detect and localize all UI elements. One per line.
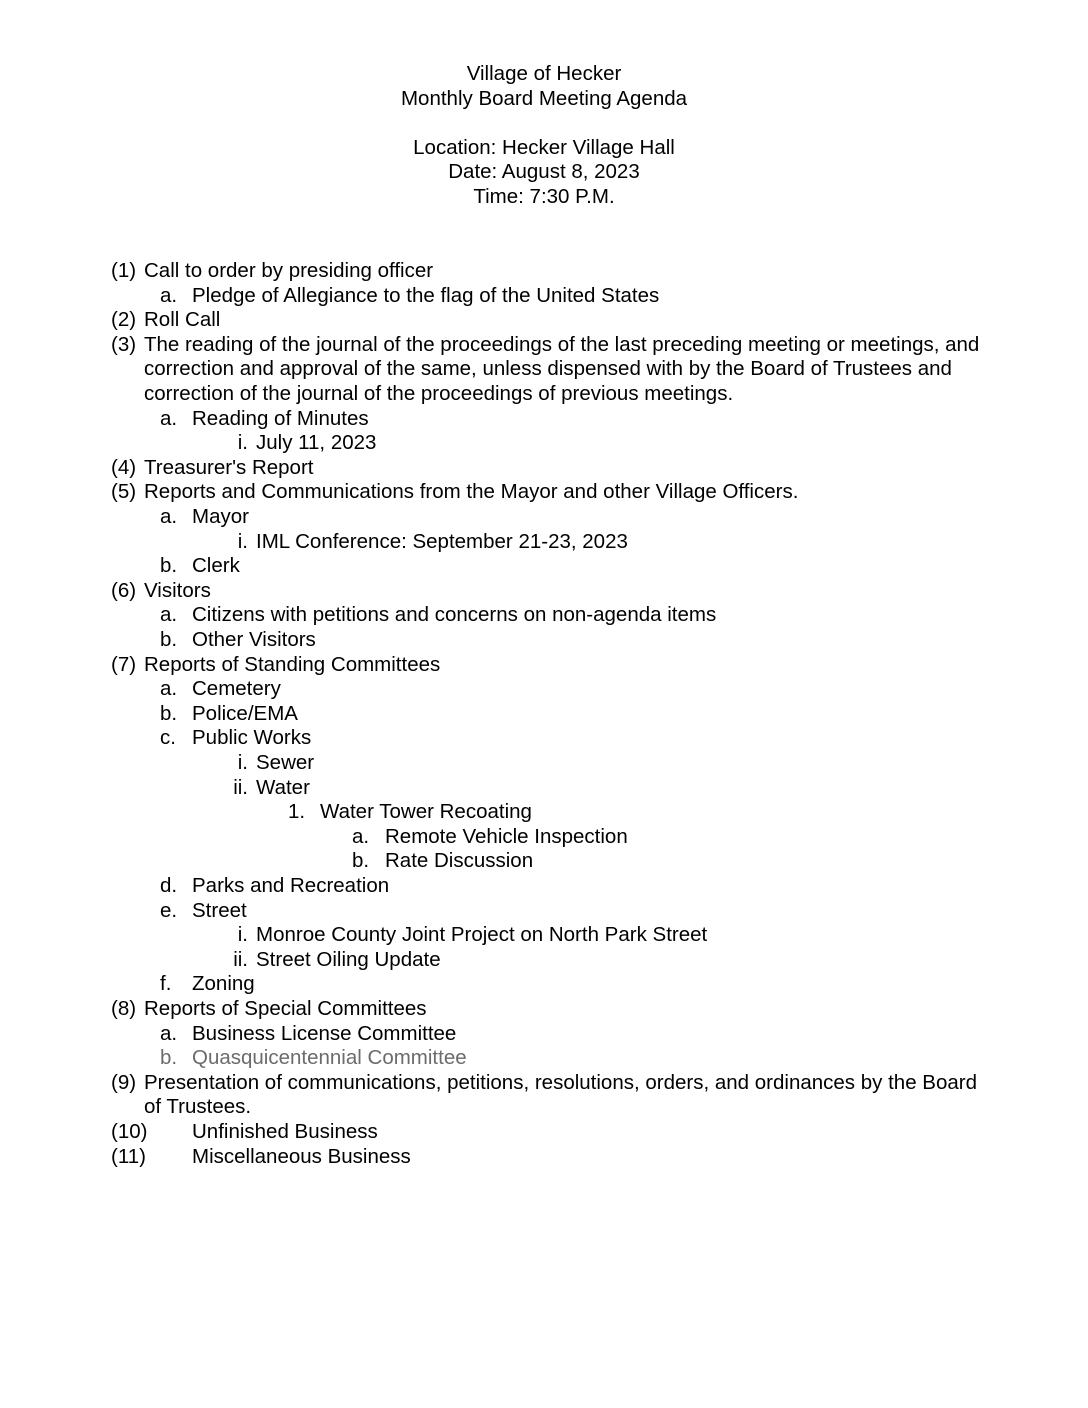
agenda-item-text: The reading of the journal of the proceedings of the last preceding meeting or meetings, and xyxy=(144,332,980,356)
agenda-item-number: 1. xyxy=(288,800,306,824)
agenda-item-text: Street Oiling Update xyxy=(256,947,441,971)
agenda-item-text: Water Tower Recoating xyxy=(320,800,532,824)
agenda-item-text: Rate Discussion xyxy=(385,849,534,873)
agenda-header xyxy=(0,62,1088,210)
agenda-item-text: Call to order by presiding officer xyxy=(144,259,434,282)
agenda-item-text: Visitors xyxy=(144,578,211,602)
agenda-item-number: i. xyxy=(237,529,248,553)
agenda-item-text: Street xyxy=(192,898,247,922)
agenda-item-text: Water xyxy=(256,775,310,799)
agenda-item-number: b. xyxy=(160,628,178,651)
agenda-item-text: Monroe County Joint Project on North Park Street xyxy=(256,923,708,947)
agenda-item-text: Treasurer's Report xyxy=(144,455,314,479)
agenda-item-number: e. xyxy=(160,898,178,922)
agenda-item-number: i. xyxy=(237,751,248,774)
agenda-item-number: a. xyxy=(352,824,370,848)
agenda-item-number: i. xyxy=(237,923,248,947)
agenda-item-text: Mayor xyxy=(192,505,249,528)
agenda-item-text: Business License Committee xyxy=(192,1021,457,1045)
meeting-location: Location: Hecker Village Hall xyxy=(413,135,675,159)
agenda-item-text: Reports of Special Committees xyxy=(144,997,427,1020)
agenda-item-text: Citizens with petitions and concerns on non-agenda items xyxy=(192,603,717,627)
agenda-item-number: a. xyxy=(160,505,178,528)
agenda-item-number: (4) xyxy=(111,455,137,479)
agenda-item-number: a. xyxy=(160,283,178,307)
agenda-item-text: Pledge of Allegiance to the flag of the United States xyxy=(192,283,660,307)
meeting-time: Time: 7:30 P.M. xyxy=(473,184,615,208)
agenda-item-text: Roll Call xyxy=(144,308,221,332)
agenda-item-text: Presentation of communications, petitions, resolutions, orders, and ordinances by the Board xyxy=(144,1070,977,1094)
agenda-item-number: (3) xyxy=(111,332,137,356)
agenda-item-text: Other Visitors xyxy=(192,628,316,651)
agenda-item-text: Police/EMA xyxy=(192,701,298,725)
agenda-item-number: (5) xyxy=(111,480,137,504)
agenda-item-number: (1) xyxy=(111,259,137,282)
agenda-item-text: Quasquicentennial Committee xyxy=(192,1046,467,1070)
agenda-item-number: (6) xyxy=(111,578,137,602)
agenda-item-text: Public Works xyxy=(192,726,312,750)
agenda-item-text: correction of the journal of the proceedings of previous meetings. xyxy=(144,382,734,405)
agenda-item-number: b. xyxy=(352,849,370,873)
agenda-item-number: a. xyxy=(160,603,178,627)
agenda-item-number: (9) xyxy=(111,1070,137,1094)
agenda-item-number: (2) xyxy=(111,308,137,332)
agenda-item-text: Reports of Standing Committees xyxy=(144,652,441,676)
village-name: Village of Hecker xyxy=(466,62,622,85)
agenda-item-number: d. xyxy=(160,874,178,897)
agenda-item-number: (10) xyxy=(111,1120,148,1143)
agenda-item-number: f. xyxy=(160,972,172,996)
agenda-item-text: of Trustees. xyxy=(144,1095,252,1119)
agenda-item-text: Miscellaneous Business xyxy=(192,1144,411,1168)
agenda-item-number: (8) xyxy=(111,997,137,1020)
meeting-date: Date: August 8, 2023 xyxy=(448,160,640,184)
agenda-item-number: a. xyxy=(160,677,178,701)
agenda-item-number: (7) xyxy=(111,652,137,676)
agenda-item-number: i. xyxy=(237,431,248,455)
agenda-item-text: July 11, 2023 xyxy=(256,431,377,455)
agenda-item-text: IML Conference: September 21-23, 2023 xyxy=(256,529,628,553)
agenda-item-text: correction and approval of the same, unless dispensed with by the Board of Trustees and xyxy=(144,357,952,381)
agenda-item-number: (11) xyxy=(111,1144,146,1168)
agenda-title: Monthly Board Meeting Agenda xyxy=(400,86,688,110)
agenda-item-number: c. xyxy=(160,726,176,750)
agenda-item-text: Clerk xyxy=(192,554,240,578)
agenda-item-text: Reading of Minutes xyxy=(192,406,369,430)
agenda-item-number: b. xyxy=(160,554,178,578)
agenda-item-text: Cemetery xyxy=(192,677,281,701)
agenda-item-text: Sewer xyxy=(256,751,315,774)
agenda-item-text: Parks and Recreation xyxy=(192,874,390,897)
agenda-item-number: ii. xyxy=(233,775,248,799)
agenda-item-number: a. xyxy=(160,1021,178,1045)
agenda-item-number: a. xyxy=(160,406,178,430)
agenda-item-text: Reports and Communications from the Mayor and other Village Officers. xyxy=(144,480,799,504)
agenda-item-text: Zoning xyxy=(192,972,255,996)
agenda-item-number: b. xyxy=(160,701,178,725)
agenda-item-number: ii. xyxy=(233,947,248,971)
agenda-item-number: b. xyxy=(160,1046,178,1070)
agenda-item-text: Remote Vehicle Inspection xyxy=(385,824,628,848)
agenda-item-text: Unfinished Business xyxy=(192,1120,378,1143)
